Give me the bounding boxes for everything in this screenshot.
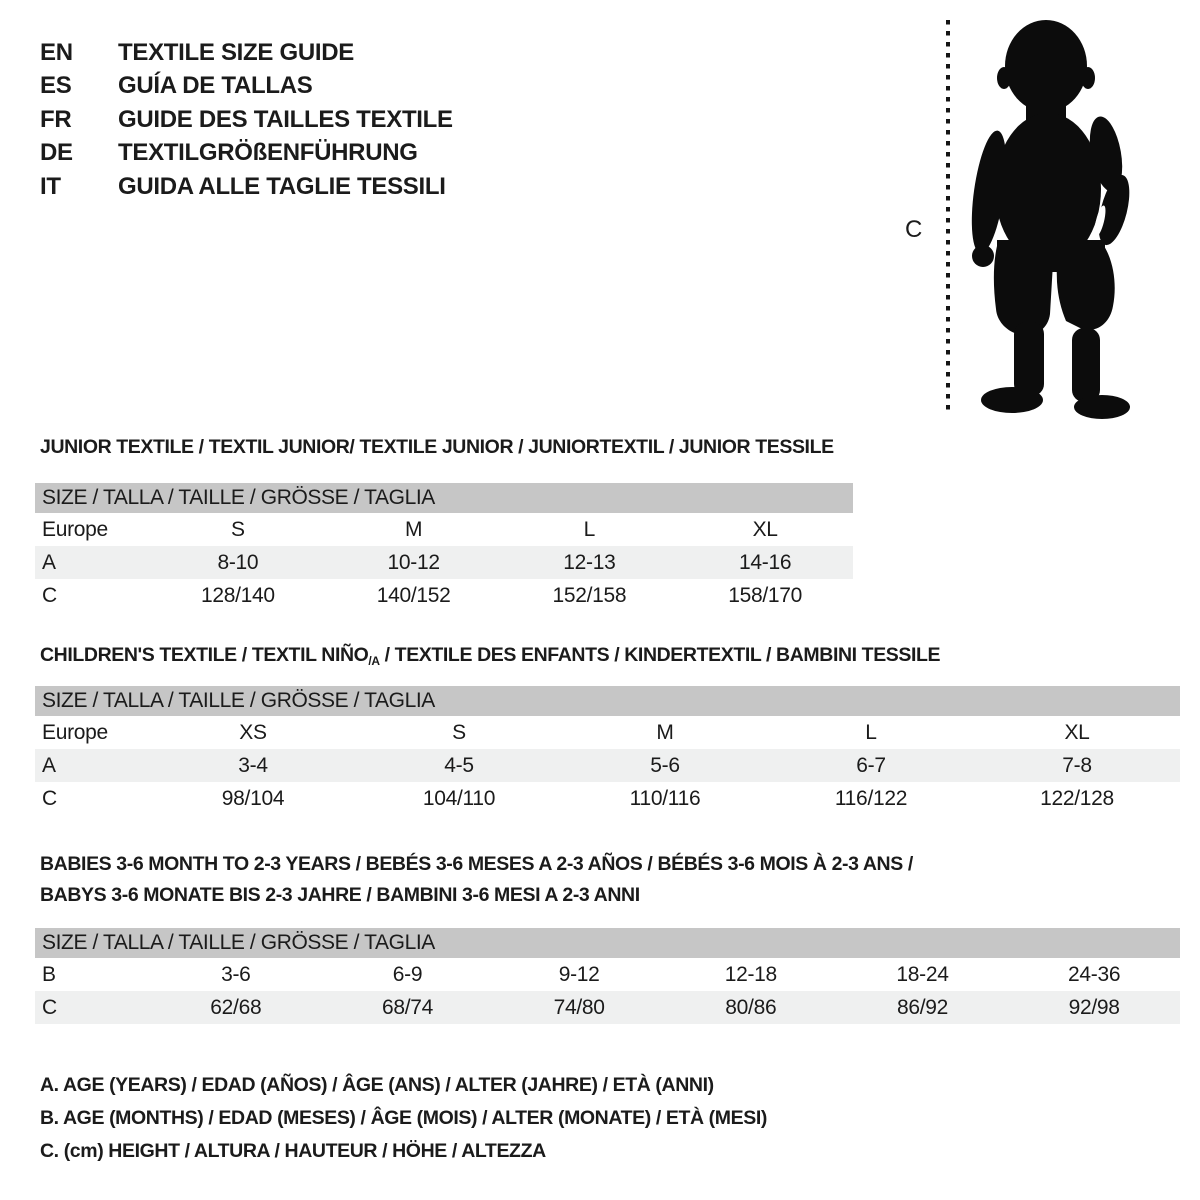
table-row-age [35,546,853,579]
height-cell: 158/170 [728,583,803,607]
size-cell: M [656,720,674,744]
table-row-height [35,782,1180,815]
row-label: C [42,786,57,810]
guide-title-fr: GUIDE DES TAILLES TEXTILE [118,105,453,133]
height-cell: 92/98 [1068,995,1120,1019]
guide-title-de: TEXTILGRÖßENFÜHRUNG [118,139,418,167]
size-cell: S [231,517,245,541]
table-row-height [35,579,853,612]
height-cell: 68/74 [381,995,434,1019]
children-title-main: CHILDREN'S TEXTILE / TEXTIL NIÑO [40,644,369,666]
size-header-label: SIZE / TALLA / TAILLE / GRÖSSE / TAGLIA [42,689,435,712]
size-header-label: SIZE / TALLA / TAILLE / GRÖSSE / TAGLIA [42,931,435,954]
months-cell: 12-18 [724,962,777,986]
babies-section-title-line2: BABYS 3-6 MONATE BIS 2-3 JAHRE / BAMBINI 3-6 MESI A 2-3 ANNI [40,884,640,906]
toddler-silhouette-icon [964,14,1142,422]
size-header-bar [35,928,1180,958]
guide-title-en: TEXTILE SIZE GUIDE [118,38,354,66]
lang-code: EN [40,38,73,66]
lang-row-it [40,170,453,204]
language-header [40,36,453,204]
legend-line-a: A. AGE (YEARS) / EDAD (AÑOS) / ÂGE (ANS) / ALTER (JAHRE) / ETÀ (ANNI) [40,1074,714,1096]
row-label: C [42,995,57,1019]
height-cell: 152/158 [552,583,627,607]
size-cell: L [865,720,877,744]
height-cell: 62/68 [210,995,262,1019]
height-cell: 80/86 [725,995,777,1019]
guide-title-es: GUÍA DE TALLAS [118,72,313,100]
age-cell: 14-16 [739,550,792,574]
age-cell: 4-5 [444,753,474,777]
row-label: A [42,753,56,777]
row-label: Europe [42,517,108,541]
age-cell: 6-7 [856,753,886,777]
size-cell: XL [752,517,778,541]
row-label: Europe [42,720,108,744]
size-header-bar [35,686,1180,716]
lang-code: FR [40,105,72,133]
size-cell: XL [1064,720,1090,744]
age-cell: 3-4 [238,753,268,777]
children-title-rest: / TEXTILE DES ENFANTS / KINDERTEXTIL / BAMBINI TESSILE [379,644,941,666]
age-cell: 8-10 [217,550,259,574]
row-label: B [42,962,56,986]
height-cell: 116/122 [834,786,908,810]
row-label: A [42,550,56,574]
legend-line-b: B. AGE (MONTHS) / EDAD (MESES) / ÂGE (MOIS) / ALTER (MONATE) / ETÀ (MESI) [40,1107,767,1129]
size-cell: L [583,517,596,541]
lang-code: DE [40,139,73,167]
months-cell: 24-36 [1068,962,1121,986]
months-cell: 3-6 [221,962,251,986]
table-row-europe [35,716,1180,749]
lang-row-en [40,36,453,70]
size-cell: M [405,517,423,541]
legend-line-c: C. (cm) HEIGHT / ALTURA / HAUTEUR / HÖHE / ALTEZZA [40,1140,546,1162]
lang-row-es [40,70,453,104]
children-title-subscript: /A [368,654,380,668]
height-cell: 98/104 [221,786,285,810]
age-cell: 5-6 [650,753,680,777]
guide-title-it: GUIDA ALLE TAGLIE TESSILI [118,172,446,200]
months-cell: 6-9 [392,962,423,986]
height-measure-dashed-line [946,20,950,416]
table-row-europe [35,513,853,546]
junior-size-table [35,483,853,612]
size-header-label: SIZE / TALLA / TAILLE / GRÖSSE / TAGLIA [42,486,435,509]
size-header-bar [35,483,853,513]
row-label: C [42,583,57,607]
table-row-age [35,749,1180,782]
height-cell: 74/80 [553,995,605,1019]
lang-row-de [40,137,453,171]
table-row-height [35,991,1180,1024]
height-cell: 86/92 [896,995,949,1019]
months-cell: 9-12 [558,962,600,986]
table-row-months [35,958,1180,991]
height-cell: 104/110 [422,786,496,810]
months-cell: 18-24 [896,962,949,986]
lang-row-fr [40,103,453,137]
legend [40,1069,767,1168]
junior-section-title: JUNIOR TEXTILE / TEXTIL JUNIOR/ TEXTILE JUNIOR / JUNIORTEXTIL / JUNIOR TESSILE [40,436,834,458]
age-cell: 12-13 [563,550,616,574]
height-cell: 140/152 [376,583,451,607]
babies-section-title-line1: BABIES 3-6 MONTH TO 2-3 YEARS / BEBÉS 3-6 MESES A 2-3 AÑOS / BÉBÉS 3-6 MOIS À 2-3 ANS / [40,853,913,875]
age-cell: 10-12 [387,550,440,574]
height-cell: 122/128 [1040,786,1114,810]
height-cell: 110/116 [629,786,701,810]
lang-code: IT [40,172,61,200]
babies-size-table [35,928,1180,1024]
children-size-table [35,686,1180,815]
size-cell: S [452,720,466,744]
lang-code: ES [40,72,72,100]
height-measure-label: C [905,216,923,243]
size-cell: XS [239,720,267,744]
children-section-title [40,644,940,667]
age-cell: 7-8 [1062,753,1092,777]
height-cell: 128/140 [200,583,275,607]
